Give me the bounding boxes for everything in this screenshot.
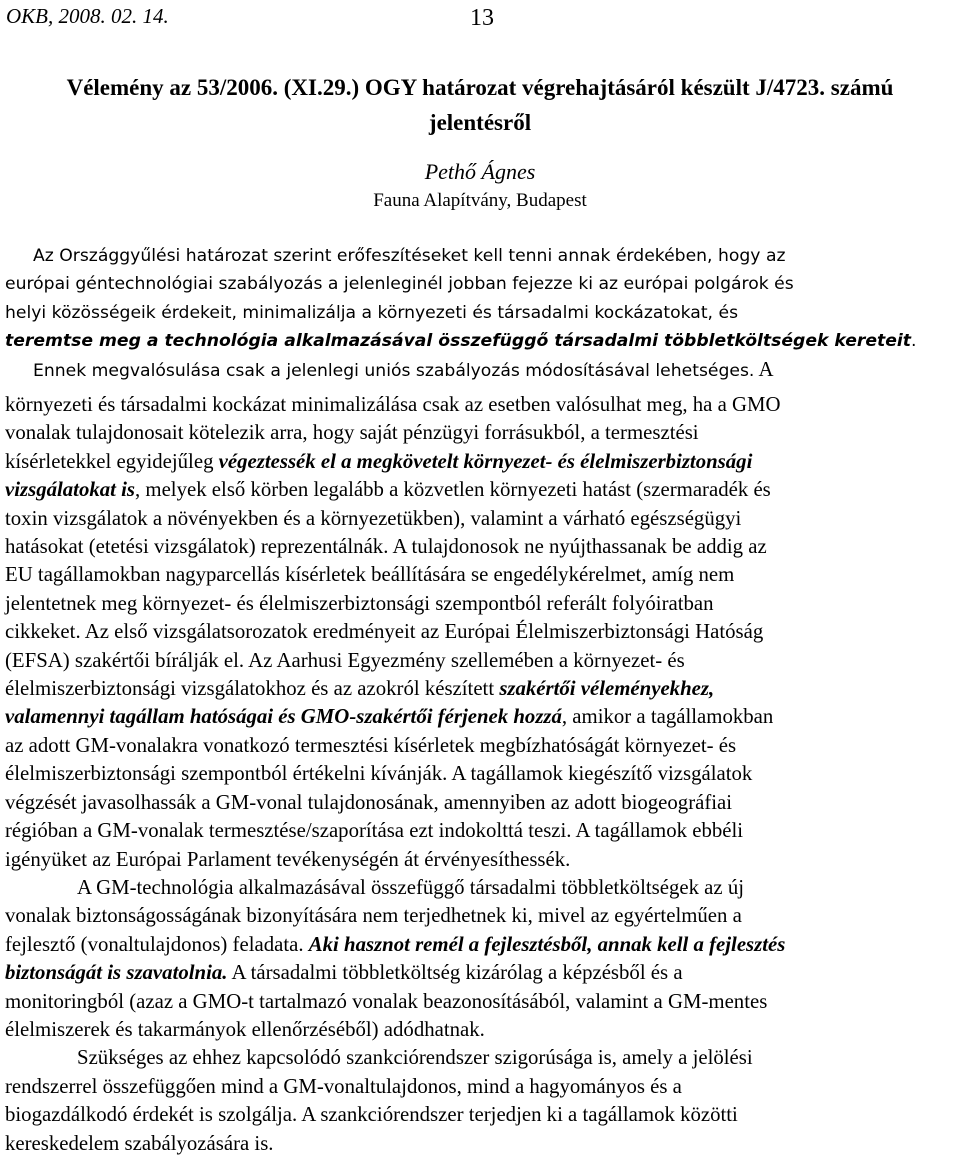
text-line: Szükséges az ehhez kapcsolódó szankciórendszer szigorúsága is, amely a jelölési [77,1046,753,1070]
text-line: monitoringból (azaz a GMO-t tartalmazó vonalak beazonosításából, valamint a GM-mentes [5,989,768,1013]
text-line: valamennyi tagállam hatóságai és GMO-szakértői férjenek hozzá, amikor a tagállamokban [5,705,774,729]
text-line: biztonságát is szavatolnia. A társadalmi többletköltség kizárólag a képzésből és a [5,961,683,985]
text-line: toxin vizsgálatok a növényekben és a környezetükben), valamint a várható egészségügyi [5,506,742,530]
text-line: élelmiszerbiztonsági szempontból értékelni kívánják. A tagállamok kiegészítő vizsgálatok [5,762,753,786]
text-line: élelmiszerek és takarmányok ellenőrzéséből) adódhatnak. [5,1017,485,1041]
title-line-1: Vélemény az 53/2006. (XI.29.) OGY határozat végrehajtásáról készült J/4723. számú [66,75,894,100]
text-line: biogazdálkodó érdekét is szolgálja. A szankciórendszer terjedjen ki a tagállamok közötti [5,1103,738,1127]
emphasis: végeztessék el a megkövetelt környezet- és élelmiszerbiztonsági [218,449,753,473]
body-paragraphs [5,391,957,1158]
text-line: (EFSA) szakértői bírálják el. Az Aarhusi Egyezmény szellemében a környezet- és [5,648,685,672]
text-line: hatásokat (etetési vizsgálatok) reprezentálnák. A tulajdonosok ne nyújthassanak be addig az [5,535,767,559]
source-date-header: OKB, 2008. 02. 14. [6,4,169,28]
text-line: vonalak biztonságosságának bizonyítására nem terjedhetnek ki, mivel az egyértelműen a [5,904,742,928]
intro-paragraph [5,242,957,385]
text-line: élelmiszerbiztonsági vizsgálatokhoz és az azokról készített szakértői véleményekhez, [5,677,715,701]
text-line: európai géntechnológiai szabályozás a jelenleginél jobban fejezze ki az európai polgárok és [5,274,794,295]
text-line: helyi közösségeik érdekeit, minimalizálja a környezeti és társadalmi kockázatokat, és [5,302,739,323]
text-line: vizsgálatokat is, melyek első körben legalább a közvetlen környezeti hatást (szermaradék és [5,478,771,502]
text-line: végzését javasolhassák a GM-vonal tulajdonosának, amennyiben az adott biogeográfiai [5,790,733,814]
emphasis: biztonságát is szavatolnia. [5,961,228,985]
emphasis: teremtse meg a technológia alkalmazásával összefüggő társadalmi többletköltségek kereteit [5,331,911,352]
text-line: Ennek megvalósulása csak a jelenlegi uniós szabályozás módosításával lehetséges. A [33,357,774,381]
text-line: igényüket az Európai Parlament tevékenységén át érvényesíthessék. [5,847,571,871]
author-affiliation: Fauna Alapítvány, Budapest [373,190,587,211]
document-title [0,70,960,140]
text-line: Az Országgyűlési határozat szerint erőfeszítéseket kell tenni annak érdekében, hogy az [33,246,786,266]
title-line-2: jelentésről [428,110,532,135]
text-line: cikkeket. Az első vizsgálatsorozatok eredményeit az Európai Élelmiszerbiztonsági Hatóság [5,620,764,644]
text-line: teremtse meg a technológia alkalmazásával összefüggő társadalmi többletköltségek kereteit. [5,331,917,352]
emphasis: szakértői véleményekhez, [499,677,715,701]
text-line: EU tagállamokban nagyparcellás kísérletek beállítására se engedélykérelmet, amíg nem [5,563,735,587]
text-line: környezeti és társadalmi kockázat minimalizálása csak az esetben valósulhat meg, ha a GMO [5,393,781,416]
text-line: rendszerrel összefüggően mind a GM-vonaltulajdonos, mind a hagyományos és a [5,1074,682,1098]
page-number: 13 [470,5,494,31]
text-line: jelentetnek meg környezet- és élelmiszerbiztonsági szempontból referált folyóiratban [5,591,714,615]
emphasis: vizsgálatokat is [5,478,135,502]
text-line: vonalak tulajdonosait kötelezik arra, hogy saját pénzügyi forrásukból, a termesztési [5,421,699,445]
text-line: A GM-technológia alkalmazásával összefüggő társadalmi többletköltségek az új [77,875,745,899]
emphasis: Aki hasznot remél a fejlesztésből, annak kell a fejlesztés [308,932,786,956]
author-name: Pethő Ágnes [424,159,536,184]
text-line: fejlesztő (vonaltulajdonos) feladata. Aki hasznot remél a fejlesztésből, annak kell a fejlesztés [5,932,786,956]
text-line: kereskedelem szabályozására is. [5,1131,274,1155]
text-line: az adott GM-vonalakra vonatkozó termesztési kísérletek megbízhatóságát környezet- és [5,733,737,757]
emphasis: valamennyi tagállam hatóságai és GMO-szakértői férjenek hozzá [5,705,562,729]
text-line: régióban a GM-vonalak termesztése/szaporítása ezt indokolttá teszi. A tagállamok ebbéli [5,819,744,843]
text-line: kísérletekkel egyidejűleg végeztessék el a megkövetelt környezet- és élelmiszerbiztonsági [5,449,753,473]
